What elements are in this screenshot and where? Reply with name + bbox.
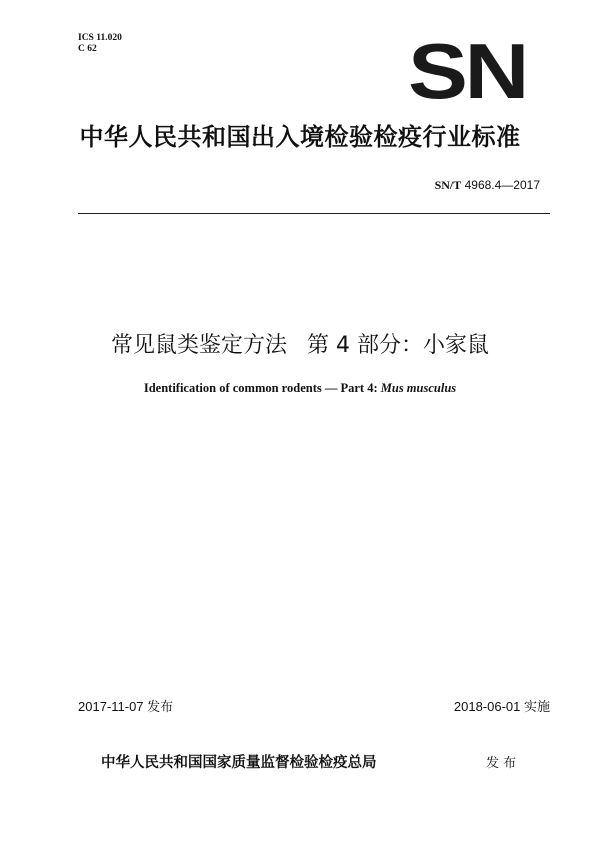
organization-title: 中华人民共和国出入境检验检疫行业标准 [79,123,521,151]
issuing-authority: 中华人民共和国国家质量监督检验检疫总局 [101,755,377,771]
title-en-main: Identification of common rodents — Part 4: [143,381,381,395]
issue-date: 2017-11-07 发布 [78,699,174,714]
issuing-action: 发 布 [486,756,517,771]
title-zh-main: 常见鼠类鉴定方法 [111,333,288,358]
standard-code-number: 4968.4—2017 [464,178,540,192]
implementation-date: 2018-06-01 实施 [453,699,550,714]
document-title-zh [0,328,600,359]
classification-codes [78,33,122,55]
sn-logo [407,40,527,104]
ccs-code: C 62 [78,44,97,54]
header-divider [78,213,550,214]
title-zh-part: 第 4 部分：小家鼠 [307,333,489,358]
standard-code [435,178,540,193]
document-title-en [0,381,600,396]
title-en-species: Mus musculus [380,381,457,395]
sn-logo-graphic [407,40,527,104]
standard-code-prefix: SN/T [434,178,462,192]
ics-code: ICS 11.020 [78,33,122,43]
sn-logo-text: SN [408,40,526,104]
